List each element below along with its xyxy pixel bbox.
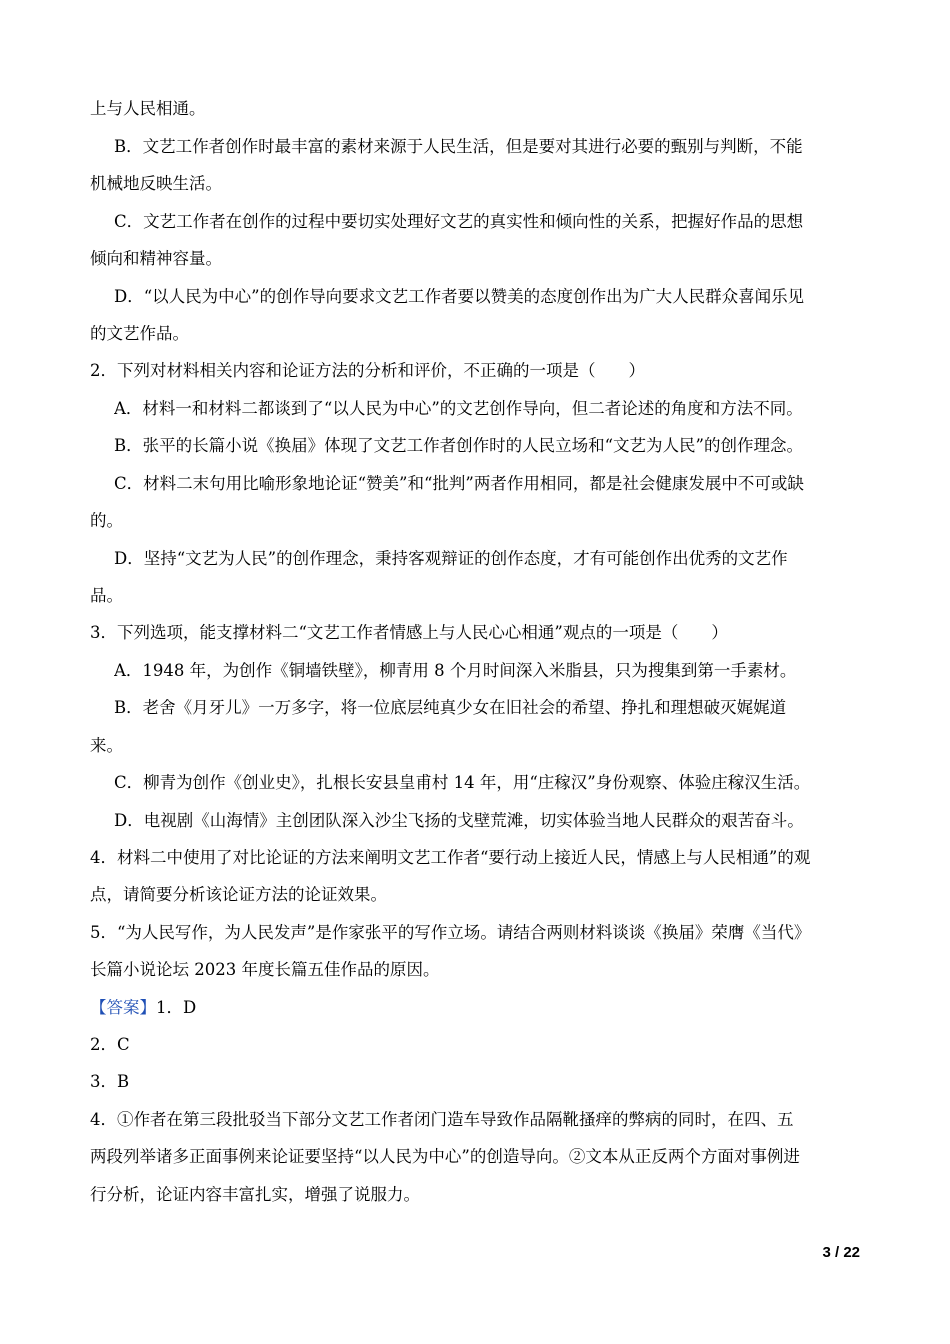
answer-line: [90, 997, 860, 1019]
q2-option-c: C．材料二末句用比喻形象地论证“赞美”和“批判”两者作用相同，都是社会健康发展中不可或缺: [114, 474, 804, 493]
page-number: 3 / 22: [822, 1244, 860, 1261]
text-line: 的文艺作品。: [90, 324, 189, 343]
answer-2: 2．C: [90, 1035, 130, 1054]
answer-4: 4．①作者在第三段批驳当下部分文艺工作者闭门造车导致作品隔靴搔痒的弊病的同时，在四、五: [90, 1110, 794, 1129]
question-4: 4．材料二中使用了对比论证的方法来阐明文艺工作者“要行动上接近人民，情感上与人民相通”的观: [90, 848, 811, 867]
text-line: 两段列举诸多正面事例来论证要坚持“以人民为中心”的创造导向。②文本从正反两个方面对事例进: [90, 1147, 800, 1166]
option-c-line: C．文艺工作者在创作的过程中要切实处理好文艺的真实性和倾向性的关系，把握好作品的思想: [114, 212, 804, 231]
q3-option-b: B．老舍《月牙儿》一万多字，将一位底层纯真少女在旧社会的希望、挣扎和理想破灭娓娓道: [114, 698, 787, 717]
text-line: 倾向和精神容量。: [90, 249, 222, 268]
answer-1: 1．D: [156, 998, 197, 1017]
question-2: 2．下列对材料相关内容和论证方法的分析和评价，不正确的一项是（ ）: [90, 361, 645, 380]
text-line: 行分析，论证内容丰富扎实，增强了说服力。: [90, 1185, 420, 1204]
text-line: 来。: [90, 736, 123, 755]
q2-option-b: B．张平的长篇小说《换届》体现了文艺工作者创作时的人民立场和“文艺为人民”的创作理念。: [114, 436, 803, 455]
answer-3: 3．B: [90, 1072, 130, 1091]
q2-option-a: A．材料一和材料二都谈到了“以人民为中心”的文艺创作导向，但二者论述的角度和方法不同。: [114, 399, 803, 418]
q3-option-c: C．柳青为创作《创业史》，扎根长安县皇甫村 14 年，用“庄稼汉”身份观察、体验庄稼汉生活。: [114, 773, 811, 792]
answer-label: 【答案】: [90, 998, 156, 1017]
question-3: 3．下列选项，能支撑材料二“文艺工作者情感上与人民心心相通”观点的一项是（ ）: [90, 623, 728, 642]
text-line: 点，请简要分析该论证方法的论证效果。: [90, 885, 387, 904]
question-5: 5．“为人民写作，为人民发声”是作家张平的写作立场。请结合两则材料谈谈《换届》荣膺《当代》: [90, 923, 811, 942]
option-d-line: D．“以人民为中心”的创作导向要求文艺工作者要以赞美的态度创作出为广大人民群众喜闻乐见: [114, 287, 805, 306]
text-line: 长篇小说论坛 2023 年度长篇五佳作品的原因。: [90, 960, 440, 979]
text-line: 上与人民相通。: [90, 99, 206, 118]
q2-option-d: D．坚持“文艺为人民”的创作理念，秉持客观辩证的创作态度，才有可能创作出优秀的文艺作: [114, 549, 788, 568]
text-line: 机械地反映生活。: [90, 174, 222, 193]
q3-option-a: A．1948 年，为创作《铜墙铁壁》，柳青用 8 个月时间深入米脂县，只为搜集到第一手素材。: [114, 661, 797, 680]
q3-option-d: D．电视剧《山海情》主创团队深入沙尘飞扬的戈壁荒滩，切实体验当地人民群众的艰苦奋斗。: [114, 811, 804, 830]
text-line: 品。: [90, 586, 123, 605]
option-b-line: B．文艺工作者创作时最丰富的素材来源于人民生活，但是要对其进行必要的甄别与判断，不能: [114, 137, 803, 156]
text-line: 的。: [90, 511, 123, 530]
